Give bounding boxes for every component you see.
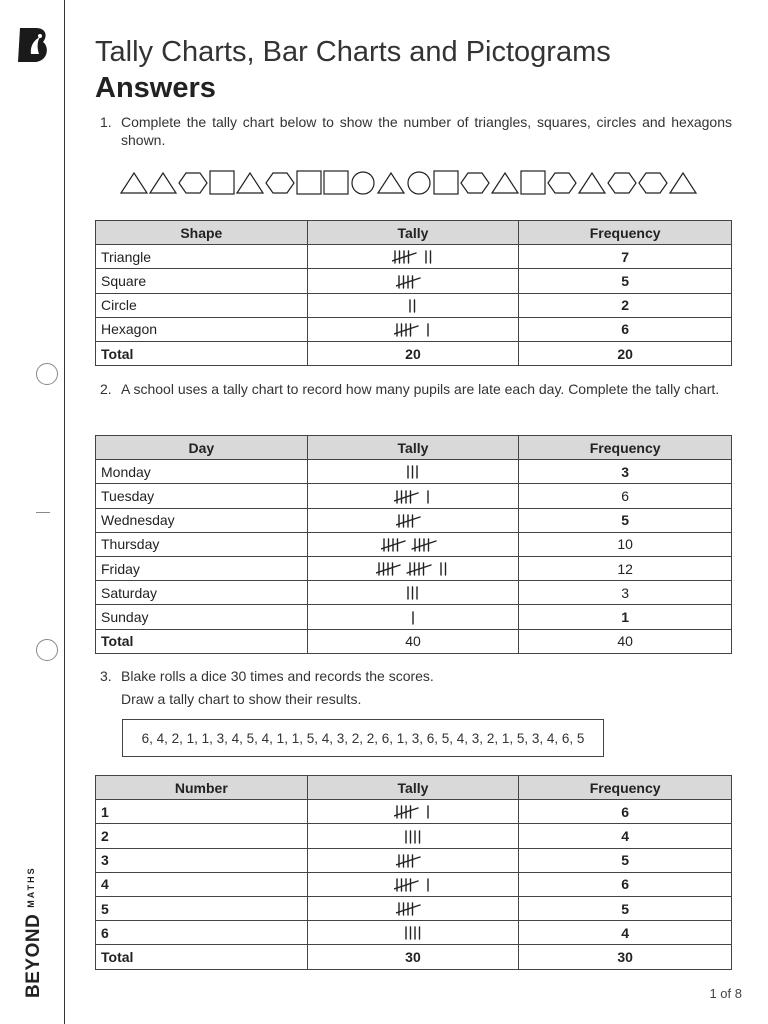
tally-marks <box>394 322 432 338</box>
frequency-cell: 4 <box>519 824 732 848</box>
square-shape <box>324 171 348 194</box>
brand-sub: MATHS <box>26 866 36 908</box>
table-row <box>96 921 732 945</box>
tally-cell <box>307 245 519 269</box>
row-label: Tuesday <box>96 484 308 508</box>
table-row <box>96 896 732 920</box>
shape-sequence <box>120 170 700 196</box>
total-frequency: 40 <box>519 629 732 653</box>
circle-shape <box>352 172 374 194</box>
table-row <box>96 484 732 508</box>
frequency-cell: 5 <box>519 896 732 920</box>
tally-cell <box>307 800 519 824</box>
column-header: Number <box>96 776 308 800</box>
triangle-shape <box>121 173 147 193</box>
tally-cell <box>307 848 519 872</box>
table-row <box>96 872 732 896</box>
question-text: A school uses a tally chart to record how many pupils are late each day. Complete the tally chart. <box>121 381 720 397</box>
tally-marks <box>394 877 432 893</box>
hexagon-shape <box>548 173 576 193</box>
page-title: Tally Charts, Bar Charts and Pictograms <box>95 36 611 68</box>
table-row <box>96 317 732 341</box>
question-2 <box>100 380 732 398</box>
column-header: Tally <box>307 776 519 800</box>
tally-cell <box>307 317 519 341</box>
tally-cell <box>307 293 519 317</box>
tally-marks <box>394 489 432 505</box>
tally-cell <box>307 581 519 605</box>
table-row <box>96 532 732 556</box>
tally-cell <box>307 556 519 580</box>
tally-cell <box>307 460 519 484</box>
column-header: Day <box>96 436 308 460</box>
total-row <box>96 341 732 365</box>
total-label: Total <box>96 945 308 969</box>
table-row <box>96 848 732 872</box>
row-label: Sunday <box>96 605 308 629</box>
tally-cell <box>307 921 519 945</box>
table-row <box>96 824 732 848</box>
frequency-cell: 12 <box>519 556 732 580</box>
table-row <box>96 605 732 629</box>
row-label: Monday <box>96 460 308 484</box>
frequency-cell: 6 <box>519 484 732 508</box>
tally-marks <box>410 610 417 626</box>
frequency-cell: 1 <box>519 605 732 629</box>
row-label: 3 <box>96 848 308 872</box>
column-header: Tally <box>307 436 519 460</box>
table-row <box>96 293 732 317</box>
table-row <box>96 508 732 532</box>
triangle-shape <box>150 173 176 193</box>
column-header: Shape <box>96 221 308 245</box>
shape-tally-table <box>95 220 732 366</box>
total-frequency: 30 <box>519 945 732 969</box>
row-label: Hexagon <box>96 317 308 341</box>
frequency-cell: 6 <box>519 800 732 824</box>
table-row <box>96 556 732 580</box>
column-header: Tally <box>307 221 519 245</box>
page-number: 1 of 8 <box>709 986 742 1001</box>
row-label: 6 <box>96 921 308 945</box>
tally-marks <box>381 537 445 553</box>
row-label: Wednesday <box>96 508 308 532</box>
square-shape <box>210 171 234 194</box>
row-label: 1 <box>96 800 308 824</box>
tally-marks <box>407 298 418 314</box>
total-frequency: 20 <box>519 341 732 365</box>
frequency-cell: 5 <box>519 508 732 532</box>
tally-cell <box>307 872 519 896</box>
total-row <box>96 629 732 653</box>
frequency-cell: 3 <box>519 581 732 605</box>
square-shape <box>521 171 545 194</box>
frequency-cell: 6 <box>519 317 732 341</box>
frequency-cell: 3 <box>519 460 732 484</box>
hexagon-shape <box>179 173 207 193</box>
table-row <box>96 460 732 484</box>
dice-scores-box: 6, 4, 2, 1, 1, 3, 4, 5, 4, 1, 1, 5, 4, 3, 2, 2, 6, 1, 3, 6, 5, 4, 3, 2, 1, 5, 3, 4, 6, 5 <box>122 719 604 757</box>
question-number: 3. <box>100 668 112 684</box>
hexagon-shape <box>266 173 294 193</box>
tally-marks <box>403 829 423 845</box>
row-label: Circle <box>96 293 308 317</box>
triangle-shape <box>579 173 605 193</box>
tally-marks <box>376 561 449 577</box>
triangle-shape <box>492 173 518 193</box>
triangle-shape <box>237 173 263 193</box>
question-number: 1. <box>100 114 112 130</box>
brand-vertical <box>23 866 45 998</box>
tally-cell <box>307 896 519 920</box>
tally-cell <box>307 508 519 532</box>
square-shape <box>297 171 321 194</box>
row-label: 2 <box>96 824 308 848</box>
hexagon-shape <box>608 173 636 193</box>
table-row <box>96 269 732 293</box>
question-3 <box>100 667 732 708</box>
tally-marks <box>396 853 429 869</box>
beyond-logo-icon <box>16 26 50 64</box>
question-1 <box>100 113 732 149</box>
hexagon-shape <box>639 173 667 193</box>
tally-cell <box>307 824 519 848</box>
total-label: Total <box>96 629 308 653</box>
circle-shape <box>408 172 430 194</box>
tally-cell <box>307 484 519 508</box>
table-row <box>96 800 732 824</box>
tally-cell <box>307 605 519 629</box>
total-row <box>96 945 732 969</box>
square-shape <box>434 171 458 194</box>
table-row <box>96 581 732 605</box>
question-text-line1: Blake rolls a dice 30 times and records the scores. <box>121 668 434 684</box>
tally-marks <box>405 464 421 480</box>
table-row <box>96 245 732 269</box>
frequency-cell: 6 <box>519 872 732 896</box>
tally-cell <box>307 532 519 556</box>
frequency-cell: 2 <box>519 293 732 317</box>
row-label: Friday <box>96 556 308 580</box>
dice-tally-table <box>95 775 732 970</box>
margin-line <box>64 0 65 1024</box>
tally-marks <box>396 513 429 529</box>
row-label: 5 <box>96 896 308 920</box>
row-label: Triangle <box>96 245 308 269</box>
tally-cell <box>307 269 519 293</box>
triangle-shape <box>670 173 696 193</box>
punch-hole-top <box>36 363 58 385</box>
page-subtitle: Answers <box>95 72 216 104</box>
row-label: Saturday <box>96 581 308 605</box>
row-label: Thursday <box>96 532 308 556</box>
tally-marks <box>396 901 429 917</box>
fold-mark <box>36 512 50 513</box>
frequency-cell: 10 <box>519 532 732 556</box>
tally-marks <box>405 585 421 601</box>
frequency-cell: 5 <box>519 848 732 872</box>
hexagon-shape <box>461 173 489 193</box>
tally-marks <box>396 274 429 290</box>
question-text: Complete the tally chart below to show the number of triangles, squares, circles and hexagons shown. <box>121 114 732 148</box>
row-label: Square <box>96 269 308 293</box>
question-number: 2. <box>100 381 112 397</box>
row-label: 4 <box>96 872 308 896</box>
frequency-cell: 7 <box>519 245 732 269</box>
tally-marks <box>394 804 432 820</box>
tally-marks <box>392 249 434 265</box>
column-header: Frequency <box>519 221 732 245</box>
column-header: Frequency <box>519 776 732 800</box>
punch-hole-bottom <box>36 639 58 661</box>
frequency-cell: 4 <box>519 921 732 945</box>
column-header: Frequency <box>519 436 732 460</box>
frequency-cell: 5 <box>519 269 732 293</box>
total-label: Total <box>96 341 308 365</box>
total-tally: 40 <box>307 629 519 653</box>
total-tally: 30 <box>307 945 519 969</box>
brand-word: BEYOND <box>23 913 44 998</box>
question-text-line2: Draw a tally chart to show their results. <box>121 691 362 707</box>
tally-marks <box>403 925 423 941</box>
late-pupils-tally-table <box>95 435 732 654</box>
triangle-shape <box>378 173 404 193</box>
total-tally: 20 <box>307 341 519 365</box>
